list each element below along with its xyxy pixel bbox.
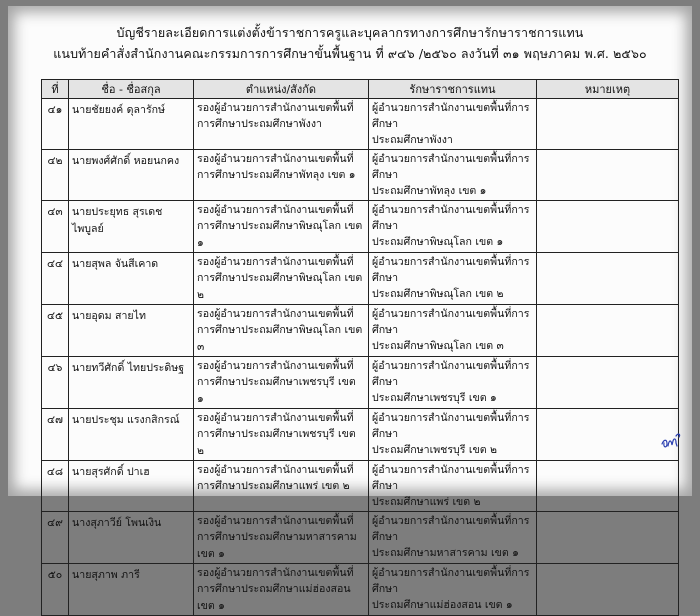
handwritten-signature [659,430,685,452]
person-name: นายประยุทธ สุรเดชไพบูลย์ [69,201,194,253]
acting-cell [369,99,537,150]
acting-line1: ผู้อำนวยการสำนักงานเขตพื้นที่การศึกษา [372,412,530,440]
table-row [42,99,679,150]
position-cell [194,305,369,357]
acting-cell [369,357,537,409]
row-number: ๔๑ [42,99,69,150]
row-number: ๔๒ [42,150,69,201]
person-name: นางสุภาวีย์ โพนเงิน [69,512,194,564]
remarks-cell [537,150,679,201]
acting-line2: ประถมศึกษาเพชรบุรี เขต ๑ [372,392,497,404]
remarks-cell [537,461,679,512]
row-number: ๕๐ [42,564,69,616]
acting-line2: ประถมศึกษาแพร่ เขต ๒ [372,496,481,508]
acting-cell [369,461,537,512]
table-row [42,305,679,357]
table-row [42,357,679,409]
acting-line2: ประถมศึกษาแม่ฮ่องสอน เขต ๑ [372,599,513,611]
acting-line1: ผู้อำนวยการสำนักงานเขตพื้นที่การศึกษา [372,567,530,595]
person-name: นายประชุม แรงกสิกรณ์ [69,409,194,461]
position-cell [194,201,369,253]
row-number: ๔๓ [42,201,69,253]
header-name: ชื่อ - ชื่อสกุล [69,80,194,99]
row-number: ๔๗ [42,409,69,461]
document-page [8,6,692,612]
acting-cell [369,253,537,305]
position-line2: การศึกษาประถมศึกษาพังงา [197,118,322,130]
acting-cell [369,305,537,357]
position-line1: รองผู้อำนวยการสำนักงานเขตพื้นที่ [197,153,354,165]
acting-line1: ผู้อำนวยการสำนักงานเขตพื้นที่การศึกษา [372,308,530,336]
person-name: นายอุดม สายไท [69,305,194,357]
position-line1: รองผู้อำนวยการสำนักงานเขตพื้นที่ [197,308,354,320]
position-line2: การศึกษาประถมศึกษาพัทลุง เขต ๑ [197,169,356,181]
header-acting: รักษาราชการแทน [369,80,537,99]
position-line2: การศึกษาประถมศึกษาพิษณุโลก เขต ๓ [197,324,363,353]
position-line1: รองผู้อำนวยการสำนักงานเขตพื้นที่ [197,412,354,424]
header-no: ที่ [42,80,69,99]
acting-line1: ผู้อำนวยการสำนักงานเขตพื้นที่การศึกษา [372,204,530,232]
remarks-cell [537,305,679,357]
person-name: นายสุรศักดิ์ ปาเฮ [69,461,194,512]
position-line2: การศึกษาประถมศึกษาพิษณุโลก เขต ๑ [197,220,363,249]
person-name: นายสุภาพ ภารี [69,564,194,616]
acting-line2: ประถมศึกษาพิษณุโลก เขต ๒ [372,288,504,300]
table-row [42,564,679,616]
position-line1: รองผู้อำนวยการสำนักงานเขตพื้นที่ [197,102,354,114]
table-header-row [42,80,679,99]
remarks-cell [537,99,679,150]
table-row [42,461,679,512]
person-name: นายชัยยงค์ ดุลารักษ์ [69,99,194,150]
remarks-cell [537,357,679,409]
position-line2: การศึกษาประถมศึกษาเพชรบุรี เขต ๒ [197,428,356,457]
position-line1: รองผู้อำนวยการสำนักงานเขตพื้นที่ [197,256,354,268]
position-line1: รองผู้อำนวยการสำนักงานเขตพื้นที่ [197,204,354,216]
acting-line2: ประถมศึกษาพังงา [372,134,453,146]
row-number: ๔๖ [42,357,69,409]
position-line2: การศึกษาประถมศึกษาเพชรบุรี เขต ๑ [197,376,356,405]
acting-line2: ประถมศึกษาพัทลุง เขต ๑ [372,185,487,197]
header-remarks: หมายเหตุ [537,80,679,99]
appointment-table [41,79,679,616]
row-number: ๔๕ [42,305,69,357]
header-position: ตำแหน่ง/สังกัด [194,80,369,99]
acting-cell [369,564,537,616]
position-cell [194,357,369,409]
position-line2: การศึกษาประถมศึกษามหาสารคาม เขต ๑ [197,531,357,560]
person-name: นายพงศ์ศักดิ์ หอยนกคง [69,150,194,201]
row-number: ๔๘ [42,461,69,512]
remarks-cell [537,201,679,253]
table-row [42,150,679,201]
position-line2: การศึกษาประถมศึกษาแพร่ เขต ๒ [197,480,350,492]
position-cell [194,150,369,201]
acting-line1: ผู้อำนวยการสำนักงานเขตพื้นที่การศึกษา [372,360,530,388]
acting-cell [369,512,537,564]
table-row [42,201,679,253]
position-cell [194,461,369,512]
position-cell [194,564,369,616]
position-line2: การศึกษาประถมศึกษาแม่ฮ่องสอน เขต ๑ [197,583,351,612]
acting-cell [369,409,537,461]
acting-line1: ผู้อำนวยการสำนักงานเขตพื้นที่การศึกษา [372,515,530,543]
position-cell [194,99,369,150]
position-cell [194,512,369,564]
table-row [42,512,679,564]
position-cell [194,409,369,461]
position-cell [194,253,369,305]
acting-line1: ผู้อำนวยการสำนักงานเขตพื้นที่การศึกษา [372,464,530,492]
person-name: นายสุพล จันสีเคาด [69,253,194,305]
acting-cell [369,150,537,201]
acting-cell [369,201,537,253]
acting-line2: ประถมศึกษาพิษณุโลก เขต ๑ [372,236,504,248]
document-title: บัญชีรายละเอียดการแต่งตั้งข้าราชการครูและบุคลากรทางการศึกษารักษาราชการแทน [116,25,584,40]
table-row [42,409,679,461]
remarks-cell [537,409,679,461]
remarks-cell [537,253,679,305]
row-number: ๔๔ [42,253,69,305]
table-row [42,253,679,305]
table-body [42,99,679,616]
remarks-cell [537,564,679,616]
document-subtitle: แนบท้ายคำสั่งสำนักงานคณะกรรมการการศึกษาขั้นพื้นฐาน ที่ ๙๔๖ /๒๕๖๐ ลงวันที่ ๓๑ พฤษภาคม พ.ศ. ๒๕๖๐ [53,46,647,61]
acting-line2: ประถมศึกษาเพชรบุรี เขต ๒ [372,444,497,456]
acting-line1: ผู้อำนวยการสำนักงานเขตพื้นที่การศึกษา [372,256,530,284]
position-line1: รองผู้อำนวยการสำนักงานเขตพื้นที่ [197,464,354,476]
remarks-cell [537,512,679,564]
position-line2: การศึกษาประถมศึกษาพิษณุโลก เขต ๒ [197,272,363,301]
position-line1: รองผู้อำนวยการสำนักงานเขตพื้นที่ [197,360,354,372]
row-number: ๔๙ [42,512,69,564]
acting-line2: ประถมศึกษามหาสารคาม เขต ๑ [372,547,519,559]
acting-line2: ประถมศึกษาพิษณุโลก เขต ๓ [372,340,504,352]
acting-line1: ผู้อำนวยการสำนักงานเขตพื้นที่การศึกษา [372,102,530,130]
person-name: นายทวีศักดิ์ ไทยประดิษฐ [69,357,194,409]
position-line1: รองผู้อำนวยการสำนักงานเขตพื้นที่ [197,567,354,579]
position-line1: รองผู้อำนวยการสำนักงานเขตพื้นที่ [197,515,354,527]
acting-line1: ผู้อำนวยการสำนักงานเขตพื้นที่การศึกษา [372,153,530,181]
